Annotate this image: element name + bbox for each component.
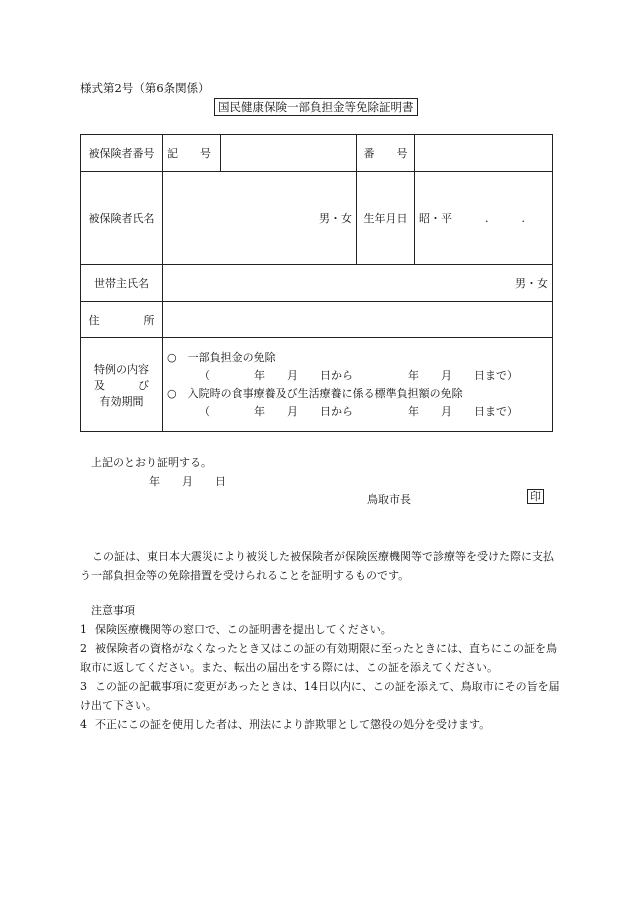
note-number: 1 — [80, 623, 87, 636]
note-number: 3 — [80, 680, 87, 693]
notes-title: 注意事項 — [91, 604, 135, 617]
address-field[interactable] — [163, 302, 553, 338]
number-field[interactable] — [415, 135, 553, 172]
row-insured-name — [81, 172, 553, 265]
seal-stamp: 印 — [527, 489, 544, 504]
note-text: 保険医療機関等の窓口で、この証明書を提出してください。 — [95, 623, 392, 636]
row-address — [81, 302, 553, 338]
certificate-table — [80, 134, 553, 432]
symbol-field[interactable] — [221, 135, 357, 172]
row-household-head — [81, 265, 553, 302]
option-meal-cost[interactable]: ○ 入院時の食事療養及び生活療養に係る標準負担額の免除 — [167, 386, 463, 400]
insured-name-field[interactable] — [163, 172, 357, 265]
note-text: 不正にこの証を使用した者は、刑法により詐欺罪として懲役の処分を受けます。 — [95, 718, 491, 731]
note-item — [80, 677, 560, 715]
period-partial-payment: （ 年 月 日から 年 月 日まで） — [199, 368, 518, 382]
number-label: 番 号 — [357, 135, 415, 172]
household-sex-options: 男・女 — [515, 277, 548, 290]
exemption-label — [81, 338, 163, 432]
exemption-label-line-2: 及 び — [94, 378, 149, 392]
certification-text: 上記のとおり証明する。 — [91, 456, 212, 469]
note-number: 4 — [80, 718, 87, 731]
household-head-field[interactable] — [163, 265, 553, 302]
household-head-label: 世帯主氏名 — [81, 265, 163, 302]
note-item — [80, 715, 560, 734]
exemption-content — [163, 338, 553, 432]
note-text: この証の記載事項に変更があったときは、14日以内に、この証を添えて、鳥取市にその旨を届け出て下さい。 — [80, 680, 560, 712]
option-partial-payment[interactable]: ○ 一部負担金の免除 — [167, 350, 276, 364]
note-item — [80, 639, 560, 677]
form-title: 国民健康保険一部負担金等免除証明書 — [214, 98, 418, 116]
issuer-name: 鳥取市長 — [367, 493, 411, 506]
symbol-label: 記 号 — [163, 135, 221, 172]
exemption-label-line-3: 有効期間 — [99, 394, 144, 408]
certificate-statement: この証は、東日本大震災により被災した被保険者が保険医療機関等で診療等を受けた際に支払う一部負担金等の免除措置を受けられることを証明するものです。 — [80, 550, 554, 582]
note-item — [80, 620, 560, 639]
note-number: 2 — [80, 642, 87, 655]
note-text: 被保険者の資格がなくなったとき又はこの証の有効期限に至ったときには、直ちにこの証を鳥取市に返してください。また、転出の届出をする際には、この証を添えてください。 — [80, 642, 557, 674]
insured-number-label: 被保険者番号 — [81, 135, 163, 172]
row-insured-number — [81, 135, 553, 172]
dob-field[interactable]: 昭・平 . . — [415, 172, 553, 265]
row-exemption — [81, 338, 553, 432]
insured-name-label: 被保険者氏名 — [81, 172, 163, 265]
exemption-label-line-1: 特例の内容 — [94, 362, 149, 376]
certification-date: 年 月 日 — [149, 475, 226, 488]
address-label: 住 所 — [81, 302, 163, 338]
dob-label: 生年月日 — [357, 172, 415, 265]
form-code: 様式第2号（第6条関係） — [80, 81, 210, 95]
insured-sex-options: 男・女 — [319, 212, 352, 225]
period-meal-cost: （ 年 月 日から 年 月 日まで） — [199, 404, 518, 418]
